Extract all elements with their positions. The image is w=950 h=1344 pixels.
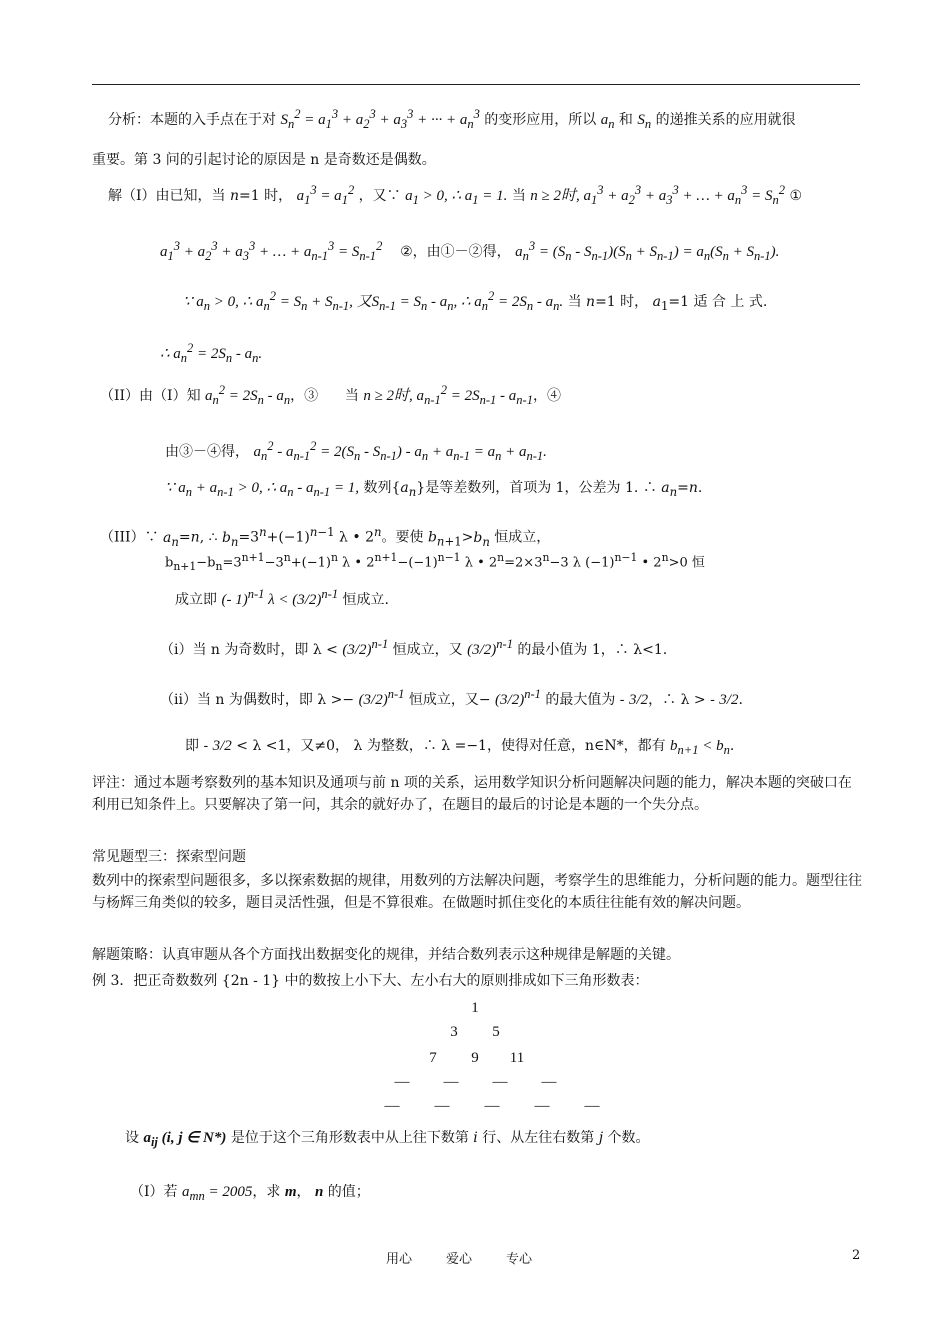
triangle-cell: 9: [471, 1050, 479, 1066]
solution-3-case-even: （ii）当 n 为偶数时，即 $\lambda >- (3/2)^{n-1}$ 恒成立，又− $(3/2)^{n-1}$ 的最大值为 - 3/2，∴ λ > - 3/2.: [160, 687, 743, 708]
solution-2-line-3: ∵ $a_n + a_{n-1} > 0$, ∴ $a_n - a_{n-1} = 1$, 数列$\{a_n\}$是等差数列，首项为 1，公差为 1. ∴ $a_n=n$.: [165, 480, 703, 499]
solution-3-line-2: $b_{n+1}-b_n=3^{n+1}-3^n+(-1)^n$ λ • $2^{n+1}-(-1)^{n-1}$ λ • $2^n=2\times 3^n-3$ λ $(-1)^{n-1}$ • $2^n>0$ 恒: [165, 551, 705, 573]
example-3-statement: 例 3．把正奇数数列 {2n - 1} 中的数按上小下大、左小右大的原则排成如下三角形数表：: [92, 973, 649, 989]
triangle-cell: —: [394, 1074, 410, 1090]
comment-paragraph: 评注：通过本题考察数列的基本知识及通项与前 n 项的关系，运用数学知识分析问题解决问题的能力，解决本题的突破口在利用已知条件上。只要解决了第一问，其余的就好办了，在题目的最后的讨论是本题的一个失分点。: [92, 775, 852, 813]
header-rule: [92, 84, 860, 85]
triangle-cell: —: [384, 1098, 400, 1114]
footer-word: 爱心: [446, 1252, 473, 1267]
analysis-line-1: 分析：本题的入手点在于对 $S_n^2 = a_1^3 + a_2^3 + a_3^3$ + ··· + $a_n^3$ 的变形应用，所以 $a_n$ 和 $S_n$ 的递推关系的应用就很: [108, 107, 796, 131]
page-number: 2: [852, 1248, 861, 1263]
strategy-paragraph: 解题策略：认真审题从各个方面找出数据变化的规律，并结合数列表示这种规律是解题的关键。: [92, 947, 680, 963]
solution-3-case-odd: （i）当 n 为奇数时，即 $\lambda < (3/2)^{n-1}$ 恒成立，又 $(3/2)^{n-1}$ 的最小值为 1，∴ λ<1.: [160, 637, 668, 658]
solution-2-line-2: 由③－④得， $a_n^2 - a_{n-1}^2 = 2(S_n - S_{n-1}) - a_n + a_{n-1} = a_n + a_{n-1}$.: [165, 439, 547, 463]
definition-line: 设 $a_{ij}$ (i, j ∈ N*) 是位于这个三角形数表中从上往下数第 i 行、从左往右数第 j 个数。: [125, 1130, 650, 1149]
type3-heading: 常见题型三：探索型问题: [92, 849, 246, 865]
triangle-cell: 7: [429, 1050, 437, 1066]
solution-1-line-3: ∵ $a_n > 0$, ∴ $a_n^2 = S_n + S_{n-1}$, 又$S_{n-1} = S_n - a_n$, ∴ $a_n^2 = 2S_n - a_n$. 当 n=1 时， $a_1=1$ 适 合 上 式.: [183, 289, 768, 313]
solution-3-line-3: 成立即 (- 1)$^{n-1}$ $\lambda < (3/2)^{n-1}$ 恒成立.: [175, 587, 389, 608]
solution-3-conclusion: 即 - 3/2 < λ <1，又≠0， λ 为整数，∴ λ =−1，使得对任意，n∈N*，都有 $b_{n+1} < b_n$.: [185, 738, 735, 757]
analysis-line-2: 重要。第 3 问的引起讨论的原因是 n 是奇数还是偶数。: [92, 152, 436, 168]
solution-1-line-2: $a_1^3 + a_2^3 + a_3^3$ + … + $a_{n-1}^3 = S_{n-1}^2$ ②，由①－②得， $a_n^3 = (S_n - S_{n-1})(S_n + S_{n-1}) = a_n(S_n + S_{n-1})$.: [160, 239, 780, 263]
triangle-cell: 11: [509, 1050, 525, 1066]
triangle-cell: —: [484, 1098, 500, 1114]
solution-3-line-1: （III）∵ $a_n=n$, ∴ $b_n=3^n+(-1)^{n-1}$ λ • 2$^n$。要使 $b_{n+1}>b_n$ 恒成立，: [100, 525, 551, 549]
triangle-cell: —: [434, 1098, 450, 1114]
triangle-cell: —: [443, 1074, 459, 1090]
triangle-cell: 5: [492, 1024, 500, 1040]
type3-paragraph: 数列中的探索型问题很多，多以探索数据的规律，用数列的方法解决问题，考察学生的思维能力，分析问题的能力。题型往往与杨辉三角类似的较多，题目灵活性强，但是不算很难。在做题时抓住变化的本质往往能有效的解决问题。: [92, 873, 862, 911]
solution-1-line-4: ∴ $a_n^2 = 2S_n - a_n$.: [160, 341, 263, 365]
solution-2-line-1: （II）由（I）知 $a_n^2 = 2S_n - a_n$，③ 当 n ≥ 2时, $a_{n-1}^2 = 2S_{n-1} - a_{n-1}$，④: [100, 383, 561, 407]
triangle-cell: —: [492, 1074, 508, 1090]
triangle-cell: —: [541, 1074, 557, 1090]
solution-1-line-1: 解（I）由已知，当 n=1 时， $a_1^3 = a_1^2$ ，又∵ $a_1 > 0$, ∴ $a_1 = 1$. 当 n ≥ 2时, $a_1^3 + a_2^3 + a_3^3$ + … + $a_n^3 = S_n^2$ ①: [108, 183, 803, 207]
footer-word: 用心: [386, 1252, 413, 1267]
triangle-cell: 3: [450, 1024, 458, 1040]
triangle-cell: —: [584, 1098, 600, 1114]
triangle-cell: 1: [471, 1000, 479, 1016]
footer-word: 专心: [506, 1252, 533, 1267]
triangle-cell: —: [534, 1098, 550, 1114]
question-1: （I）若 $a_{mn} = 2005$，求 m， n 的值；: [130, 1184, 370, 1203]
